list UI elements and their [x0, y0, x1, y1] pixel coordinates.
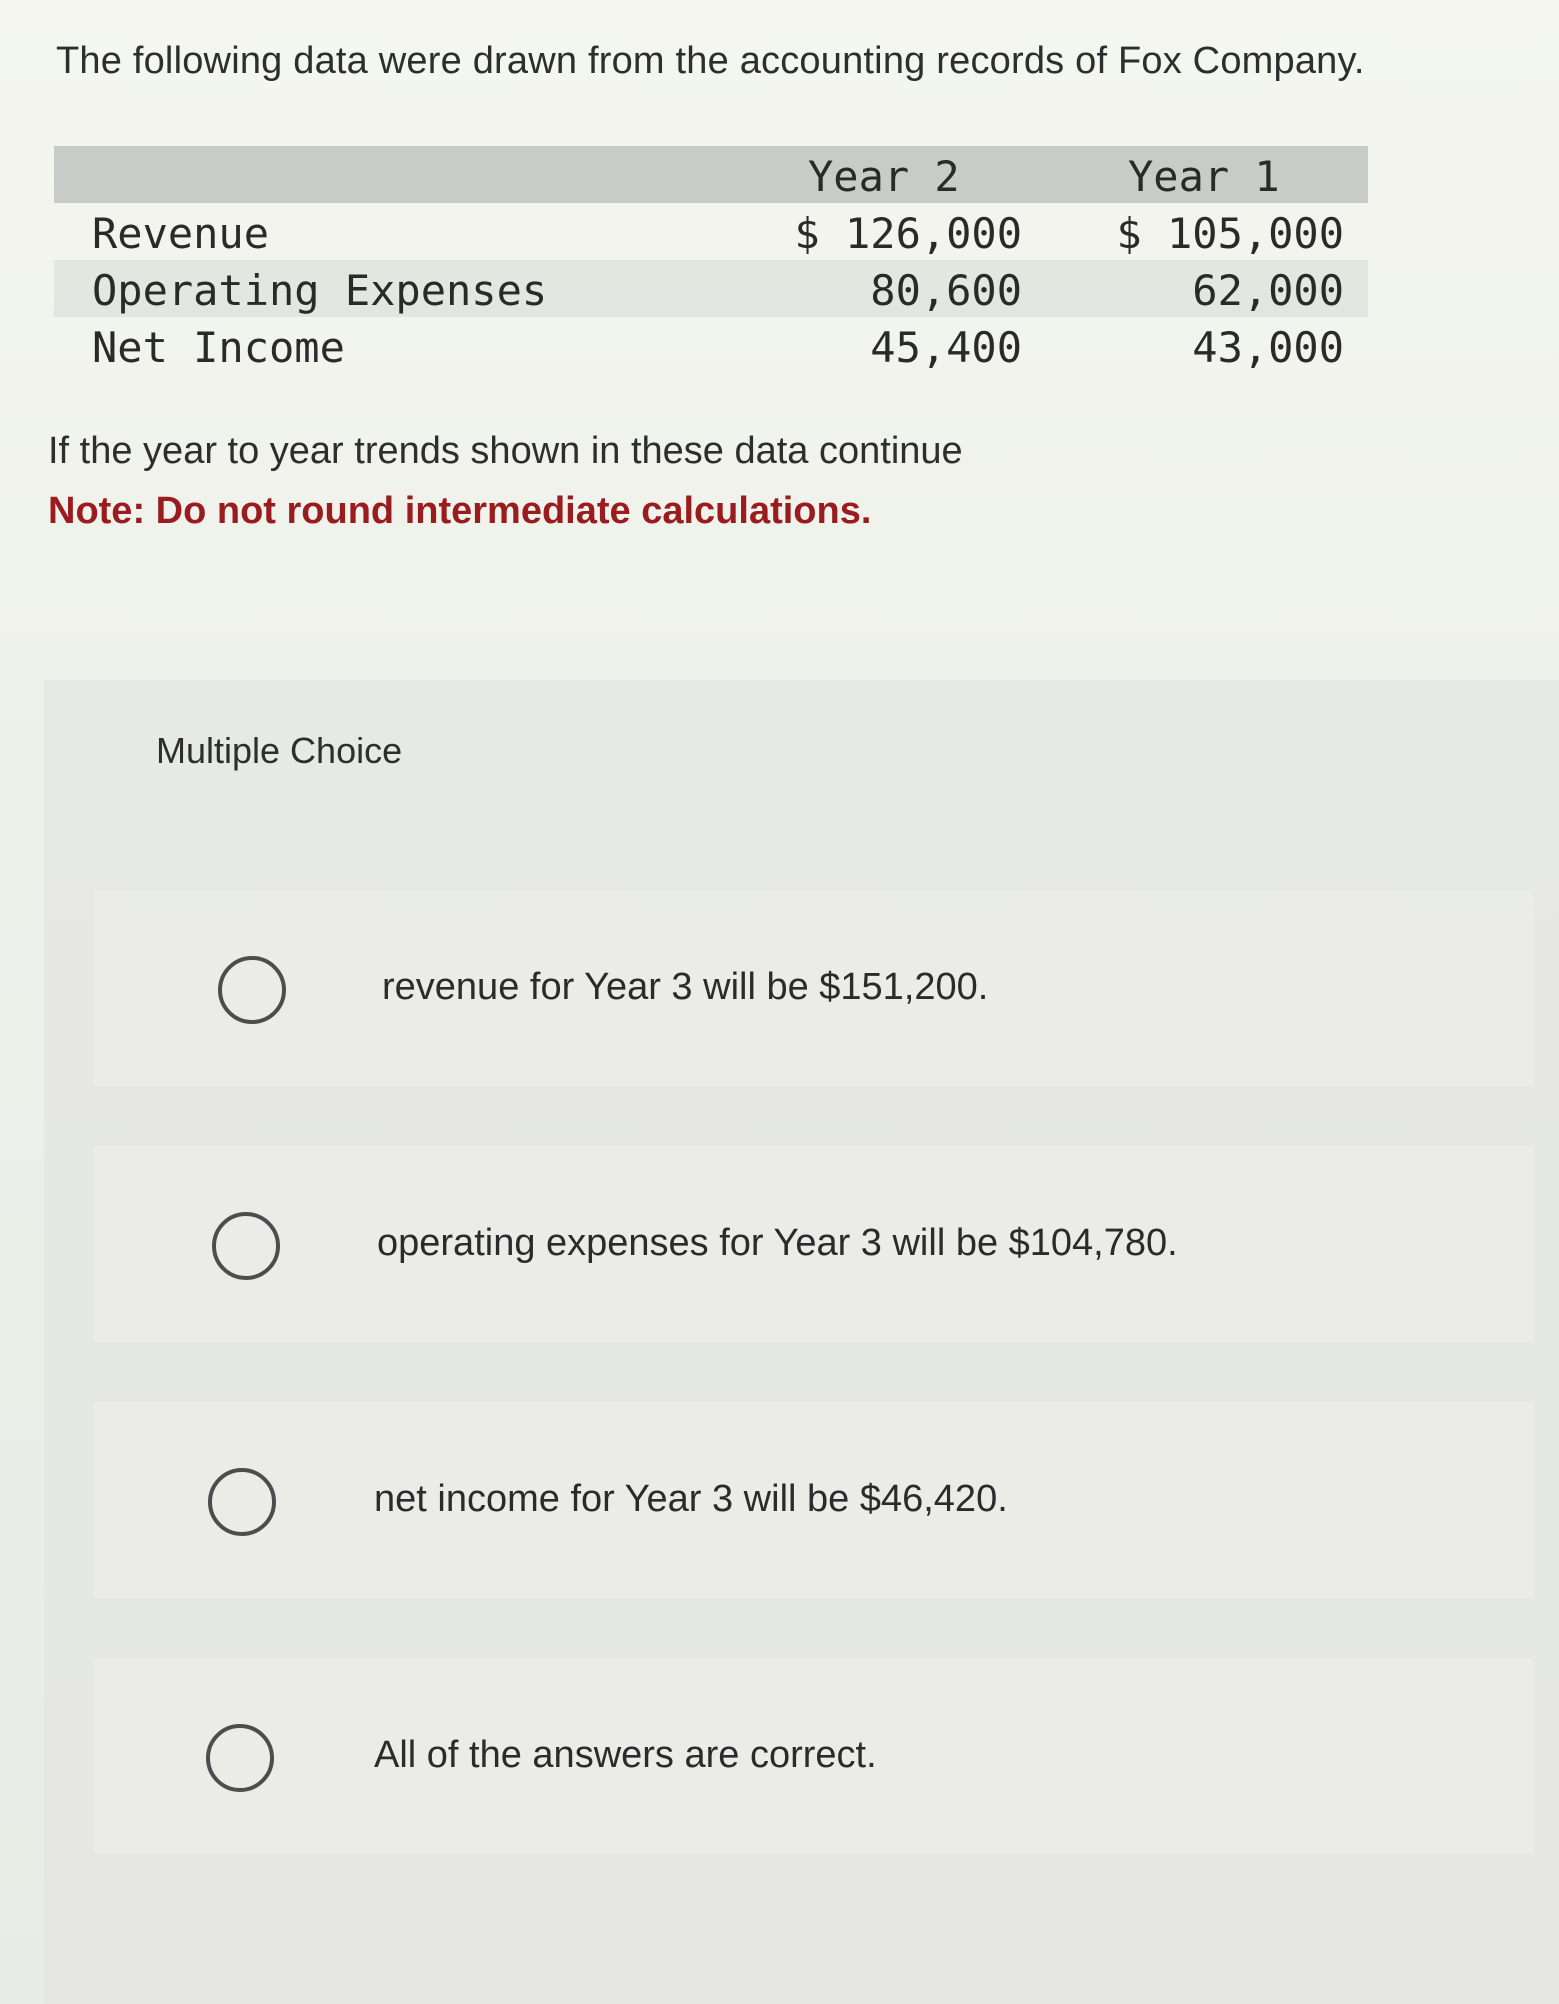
- calculation-note: Note: Do not round intermediate calculations.: [48, 490, 872, 532]
- column-header-year-2: Year 2: [808, 152, 960, 201]
- intro-text: The following data were drawn from the accounting records of Fox Company.: [56, 40, 1365, 82]
- radio-circle-icon[interactable]: [218, 956, 286, 1024]
- column-header-year-1: Year 1: [1128, 152, 1280, 201]
- radio-circle-icon[interactable]: [212, 1212, 280, 1280]
- table-row: [54, 317, 1368, 374]
- row-label-operating-expenses: Operating Expenses: [92, 266, 548, 315]
- operating-expenses-year-2: 80,600: [870, 266, 1022, 315]
- choice-text: net income for Year 3 will be $46,420.: [374, 1478, 1008, 1520]
- multiple-choice-panel: [44, 680, 1559, 2004]
- multiple-choice-heading: Multiple Choice: [156, 730, 403, 771]
- choice-option-operating-expenses[interactable]: [94, 1146, 1534, 1342]
- table-row: [54, 203, 1368, 260]
- table-row: [54, 260, 1368, 317]
- table-header-row: [54, 146, 1368, 203]
- row-label-revenue: Revenue: [92, 209, 270, 258]
- choice-text: operating expenses for Year 3 will be $104,780.: [377, 1222, 1178, 1264]
- question-stem: If the year to year trends shown in these data continue: [48, 430, 963, 472]
- net-income-year-2: 45,400: [870, 323, 1022, 372]
- choice-option-revenue[interactable]: [94, 890, 1534, 1086]
- financial-data-table: [54, 146, 1368, 374]
- radio-circle-icon[interactable]: [206, 1724, 274, 1792]
- revenue-year-2: $ 126,000: [794, 209, 1022, 258]
- operating-expenses-year-1: 62,000: [1192, 266, 1344, 315]
- choice-text: All of the answers are correct.: [374, 1734, 877, 1776]
- revenue-year-1: $ 105,000: [1116, 209, 1344, 258]
- net-income-year-1: 43,000: [1192, 323, 1344, 372]
- radio-circle-icon[interactable]: [208, 1468, 276, 1536]
- choice-option-all-correct[interactable]: [94, 1658, 1534, 1854]
- choice-option-net-income[interactable]: [94, 1402, 1534, 1598]
- choice-text: revenue for Year 3 will be $151,200.: [382, 966, 989, 1008]
- row-label-net-income: Net Income: [92, 323, 345, 372]
